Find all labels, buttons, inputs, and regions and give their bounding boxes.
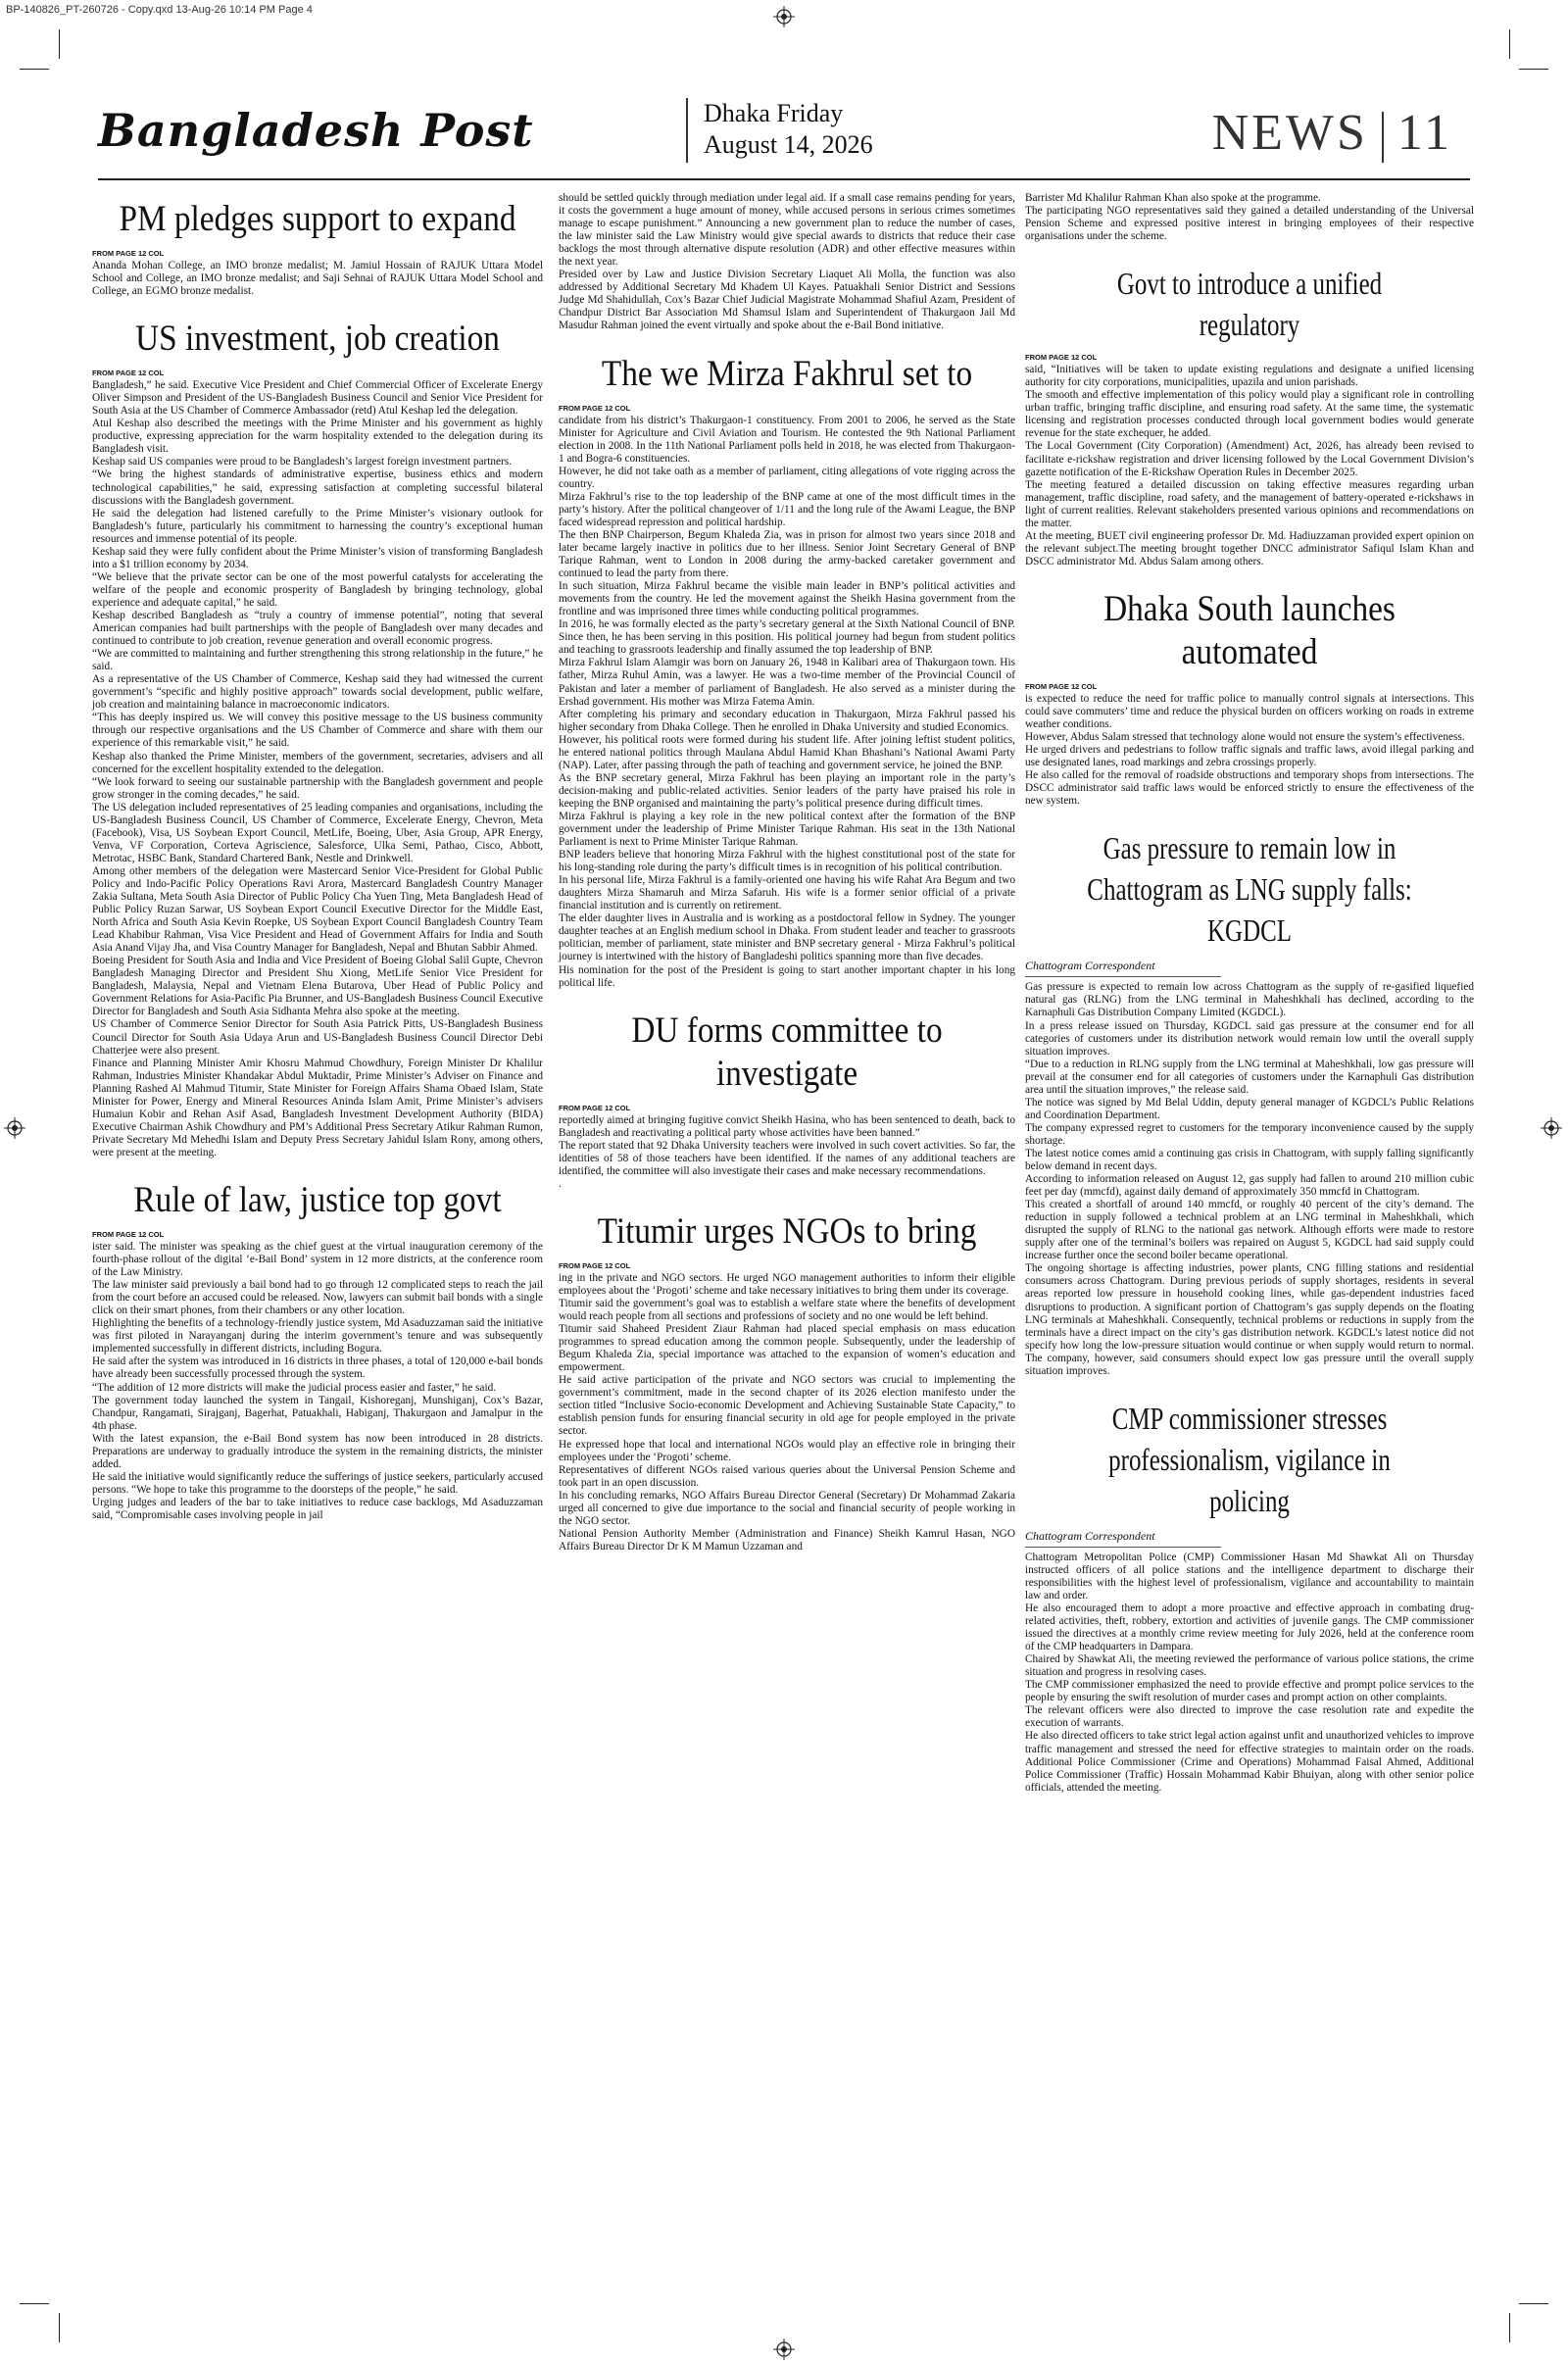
headline: US investment, job creation	[135, 319, 500, 360]
paragraph: He said active participation of the private and NGO sectors was crucial to implementing the government’s commitment, made in the second chapter of its 2026 election manifesto under the section titled “Inclusive Socio-economic Development and Achieving Sustainable State Capacity,” to establish pension funds for ensuring financial security in old age for people employed in the private sector.	[559, 1374, 1015, 1438]
crop-mark	[1509, 29, 1510, 59]
article-continuation	[559, 192, 1015, 333]
article-body	[1025, 1552, 1474, 1795]
paragraph: Highlighting the benefits of a technology-friendly justice system, Md Asaduzzaman said the initiative was first piloted in Narayanganj during the interim government’s tenure and was subsequently implemented successfully in different districts, including Bogura.	[92, 1317, 543, 1355]
crop-mark	[20, 2303, 49, 2304]
paragraph: Barrister Md Khalilur Rahman Khan also spoke at the programme.	[1025, 192, 1321, 204]
paragraph: He also called for the removal of roadside obstructions and temporary shops from intersections. The DSCC administrator said traffic laws would be enforced strictly to ensure the effectiveness of the new system.	[1025, 769, 1474, 808]
crop-mark	[1519, 2303, 1548, 2304]
paragraph: He urged drivers and pedestrians to follow traffic signals and traffic laws, avoid illegal parking and use designated lanes, road markings and zebra crossings properly.	[1025, 744, 1474, 769]
paragraph: He expressed hope that local and international NGOs would play an effective role in bringing their employees under the ‘Progoti’ scheme.	[559, 1438, 1015, 1463]
crosshair-registration-icon	[773, 6, 795, 27]
masthead-rule	[98, 178, 1470, 180]
jump-label: FROM PAGE 12 COL	[92, 1230, 165, 1239]
paragraph: The smooth and effective implementation of this policy would play a significant role in controlling urban traffic, bringing traffic discipline, and ensuring road safety. At the same time, the systematic licensing and registration processes conducted through local government bodies would generate revenue for the state exchequer, he added.	[1025, 389, 1474, 440]
column-1	[92, 192, 543, 1522]
crop-mark	[1509, 2313, 1510, 2342]
paragraph: He also directed officers to take strict legal action against unfit and unauthorized vehicles to improve traffic management and stressed the need for effective strategies to maintain order on the roads. Additional Police Commissioner (Crime and Operations) Mohammad Faisal Ahmed, Additional Police Commissioner (Traffic) Hossain Mohammad Kabir Bhuiyan, along with other senior police officials, attended the meeting.	[1025, 1730, 1474, 1794]
paragraph: The law minister said previously a bail bond had to go through 12 complicated steps to reach the jail from the court before an accused could be released. Now, lawyers can submit bail bonds with a single click on their smart phones, from their chambers or any other location.	[92, 1279, 543, 1317]
article	[1025, 1398, 1474, 1795]
paragraph: candidate from his district’s Thakurgaon-1 constituency. From 2001 to 2006, he served as the State Minister for Agriculture and Civil Aviation and Tourism. He contested the 9th National Parliament election in 2008. In the 11th National Parliament polls held in 2018, he was elected from Thakurgaon-1 and Bogra-6 constituencies.	[559, 414, 1015, 465]
paragraph: He said after the system was introduced in 16 districts in three phases, a total of 120,000 e-bail bonds have already been successfully processed through the system.	[92, 1355, 543, 1381]
article-body	[92, 379, 543, 1159]
paragraph: Presided over by Law and Justice Division Secretary Liaquet Ali Molla, the function was also addressed by Additional Secretary Md Khadem Ul Kayes. Patuakhali Senior District and Sessions Judge Md Shahidullah, Cox’s Bazar Chief Judicial Magistrate Mohammad Shafiul Azam, President of Chandpur District Bar Association Md Shamsul Islam and Superintendent of Thakurgaon Jail Md Masudur Rahman joined the event virtually and spoke about the e-Bail Bond initiative.	[559, 269, 1015, 332]
paragraph: The report stated that 92 Dhaka University teachers were involved in such covert activities. So far, the identities of 58 of those teachers have been identified. If the names of any additional teachers are identified, the committee will also investigate their cases and make necessary recommendations.	[559, 1139, 1015, 1177]
headline: Dhaka South launches automated	[1103, 588, 1396, 672]
paragraph: BNP leaders believe that honoring Mirza Fakhrul with the highest constitutional post of the state for his long-standing role during the party’s difficult times is in recognition of his political contribution.	[559, 849, 1015, 874]
paragraph: “We look forward to seeing our sustainable partnership with the Bangladesh government and people grow stronger in the coming decades,” he said.	[92, 775, 543, 801]
byline: Chattogram Correspondent	[1025, 1529, 1221, 1548]
paragraph: reportedly aimed at bringing fugitive convict Sheikh Hasina, who has been sentenced to death, back to Bangladesh and reactivating a political party whose activities have been banned.”	[559, 1113, 1015, 1139]
paragraph: This created a shortfall of around 140 mmcfd, or roughly 40 percent of the city’s demand. The reduction in supply followed a technical problem at an LNG terminal in Maheshkhali, which disrupted the supply of RLNG to the national gas network. Although efforts were made to restore supply after one of the terminal’s boilers was repaired on August 5, KGDCL had said supply could increase further once the second boiler became operational.	[1025, 1199, 1474, 1262]
paragraph: Mirza Fakhrul’s rise to the top leadership of the BNP came at one of the most difficult times in the party’s history. After the political changeover of 1/11 and the long rule of the Awami League, the BNP faced widespread repression and political hardship.	[559, 490, 1015, 528]
crop-mark	[20, 69, 49, 70]
paragraph: The relevant officers were also directed to improve the case resolution rate and expedite the execution of warrants.	[1025, 1704, 1474, 1730]
paragraph: The US delegation included representatives of 25 leading companies and organisations, including the US-Bangladesh Business Council, US Chamber of Commerce, Excelerate Energy, Chevron, Meta (Facebook), Visa, US Soybean Export Council, MetLife, Boeing, Uber, Asia Group, APR Energy, Venva, VF Corporation, Corteva Agriscience, Salesforce, Ulka Semi, Pathao, Cisco, Abbott, Metrotac, HSBC Bank, Standard Chartered Bank, Nestle and Drinkwell.	[92, 801, 543, 864]
article-continuation	[1025, 192, 1474, 243]
jump-label: FROM PAGE 12 COL	[559, 403, 631, 413]
article	[1025, 827, 1474, 1377]
article-body	[559, 192, 1015, 333]
headline: Gas pressure to remain low in Chattogram as LNG supply falls: KGDCL	[1087, 830, 1412, 949]
paragraph: should be settled quickly through mediation under legal aid. If a small case remains pending for years, it costs the government a huge amount of money, while accused persons in serious crimes sometimes manage to escape punishment.” Announcing a new government plan to reduce the number of cases, the law minister said the Law Ministry would give special awards to districts that reduce their case backlogs the most through alternative dispute resolution (ADR) and other effective measures within the next year.	[559, 192, 1015, 269]
article-body	[559, 1114, 1015, 1191]
crosshair-registration-icon	[4, 1117, 25, 1139]
jump-label: FROM PAGE 12 COL	[559, 1260, 631, 1270]
paragraph: In such situation, Mirza Fakhrul became the visible main leader in BNP’s political activities and movements from the country. He led the movement against the Sheikh Hasina government from the frontline and was imprisoned three times while conducting political programmes.	[559, 580, 1015, 618]
paragraph: However, he did not take oath as a member of parliament, citing allegations of vote rigging across the country.	[559, 465, 1015, 490]
jump-label: FROM PAGE 12 COL	[92, 369, 165, 378]
paragraph: The CMP commissioner emphasized the need to provide effective and prompt police services to the people by ensuring the swift resolution of murder cases and prompt action on other complaints.	[1025, 1679, 1474, 1704]
paragraph: Atul Keshap also described the meetings with the Prime Minister and his government as highly productive, expressing appreciation for the warm hospitality extended to the delegation during its Bangladesh visit.	[92, 418, 543, 456]
paragraph: The elder daughter lives in Australia and is working as a postdoctoral fellow in Sydney. The younger daughter teaches at an English medium school in Dhaka. From student leader and teacher to grassroots politician, member of parliament, state minister and BNP secretary general - Mirza Fakhrul’s political journey is intertwined with the history of Bangladeshi politics spanning more than five decades.	[559, 912, 1015, 963]
jump-label: FROM PAGE 12 COL	[92, 249, 165, 258]
section-divider	[1382, 112, 1384, 163]
paragraph: is expected to reduce the need for traffic police to manually control signals at intersections. This could save commuters’ time and reduce the physical burden on officers working on roads in extreme weather conditions.	[1025, 692, 1474, 731]
print-slug: BP-140826_PT-260726 - Copy.qxd 13-Aug-26 10:14 PM Page 4	[6, 4, 313, 16]
paragraph: Boeing President for South Asia and India and Vice President of Boeing Global Salil Gupte, Chevron Bangladesh Managing Director and President Shu Xiong, MetLife Senior Vice President for Bangladesh, Malaysia, Nepal and Vietnam Elena Butarova, Uber Head of Public Policy and Government Relations for Asia-Pacific Pia Brunner, and US-Bangladesh Business Council Executive Director for Bangladesh and South Asia Sidhanta Mehra also spoke at the meeting.	[92, 955, 543, 1018]
paragraph: “Due to a reduction in RLNG supply from the LNG terminal at Maheshkhali, low gas pressure will prevail at the consumer end for all categories of customers under the Karnaphuli Gas distribution area until the situation improves,” the release said.	[1025, 1058, 1474, 1096]
paragraph: At the meeting, BUET civil engineering professor Dr. Md. Hadiuzzaman provided expert opinion on the relevant subject.The meeting brought together DNCC administrator Safiqul Islam Khan and DSCC administrator Md. Abdus Salam among others.	[1025, 529, 1474, 567]
paragraph: The government today launched the system in Tangail, Kishoreganj, Munshiganj, Cox’s Bazar, Chandpur, Rangamati, Sirajganj, Bagerhat, Patuakhali, Habiganj, Thakurgaon and Jamalpur in the 4th phase.	[92, 1394, 543, 1432]
jump-label: FROM PAGE 12 COL	[559, 1103, 631, 1112]
headline: CMP commissioner stresses professionalism, vigilance in policing	[1108, 1400, 1391, 1518]
crosshair-registration-icon	[773, 2339, 795, 2360]
paragraph: Keshap said US companies were proud to be Bangladesh’s largest foreign investment partners.	[92, 456, 513, 468]
paragraph: In his personal life, Mirza Fakhrul is a family-oriented one having his wife Rahat Ara Begum and two daughters Mirza Shamaruh and Mirza Safaruh. His wife is a former senior official of a private financial institution and is currently on retirement.	[559, 874, 1015, 912]
article	[559, 1210, 1015, 1553]
paragraph: He also encouraged them to adopt a more proactive and effective approach in combating drug-related activities, theft, robbery, extortion and activities of juvenile gangs. The CMP commissioner issued the directives at a monthly crime review meeting for July 2026, held at the conference room of the CMP headquarters in Dampara.	[1025, 1602, 1474, 1653]
crop-mark	[1519, 69, 1548, 70]
article	[92, 1179, 543, 1522]
article-body	[1025, 364, 1474, 568]
article	[559, 1010, 1015, 1191]
paragraph: Among other members of the delegation were Mastercard Senior Vice-President for Global Public Policy and Indo-Pacific Policy Operations Ravi Arora, Mastercard Bangladesh Country Manager Zakia Sultana, Meta South Asia Director of Public Policy Cha Yuen Ting, Meta Bangladesh Head of Public Policy Ruzan Sarwar, US Soybean Export Council Executive Director for the Middle East, North Africa and South Asia Kevin Roepke, US Soybean Export Council Bangladesh Country Team Lead Khabibur Rahman, Visa Vice President and Head of Government Affairs for India and South Asia Anand Vijay Jha, and Visa Country Manager for Bangladesh, Nepal and Bhutan Sabbir Ahmed.	[92, 864, 543, 955]
paragraph: Bangladesh,” he said. Executive Vice President and Chief Commercial Officer of Excelerate Energy Oliver Simpson and President of the US-Bangladesh Business Council and Senior Vice President for South Asia at the US Chamber of Commerce Ambassador (retd) Atul Keshap led the delegation.	[92, 379, 543, 418]
paragraph: The latest notice comes amid a continuing gas crisis in Chattogram, with supply falling significantly below demand in recent days.	[1025, 1147, 1474, 1173]
paragraph: said, “Initiatives will be taken to update existing regulations and designate a unified licensing authority for city corporations, municipalities, upazila and union parishads.	[1025, 364, 1474, 389]
byline: Chattogram Correspondent	[1025, 959, 1221, 977]
article	[559, 353, 1015, 990]
paragraph: “This has deeply inspired us. We will convey this positive message to the US business community through our respective organisations and the US Chamber of Commerce and share with them our experience of this remarkable visit,” he said.	[92, 712, 543, 750]
paragraph: National Pension Authority Member (Administration and Finance) Sheikh Kamrul Hasan, NGO Affairs Bureau Director Dr K M Mamun Uzzaman and	[559, 1527, 1015, 1552]
headline: PM pledges support to expand	[119, 199, 516, 239]
paragraph: In his concluding remarks, NGO Affairs Bureau Director General (Secretary) Dr Mohammad Zakaria urged all concerned to give due importance to the social and financial security of people working in the NGO sector.	[559, 1489, 1015, 1527]
jump-label: FROM PAGE 12 COL	[1025, 353, 1098, 363]
paragraph: The Local Government (City Corporation) (Amendment) Act, 2026, has already been revised to facilitate e-rickshaw registration and driver licensing followed by the Local Government Division’s gazette notification of the E-Rickshaw Operation Rules in December 2025.	[1025, 440, 1474, 478]
headline: The we Mirza Fakhrul set to	[601, 353, 973, 394]
section-name: NEWS	[1211, 105, 1368, 161]
dateline	[686, 98, 873, 163]
article-body	[1025, 693, 1474, 808]
section-label	[1212, 104, 1452, 163]
paragraph: The notice was signed by Md Belal Uddin, deputy general manager of KGDCL’s Public Relations and Coordination Department.	[1025, 1096, 1474, 1121]
paragraph: The participating NGO representatives said they gained a detailed understanding of the Universal Pension Scheme and expressed positive interest in bringing employees of their respective organisations under the scheme.	[1025, 205, 1474, 243]
paragraph: However, Abdus Salam stressed that technology alone would not ensure the system’s effectiveness.	[1025, 731, 1465, 744]
paragraph: “We believe that the private sector can be one of the most powerful catalysts for accelerating the welfare of the people and economic prosperity of Bangladesh by bringing technology, global experience and adequate capital,” he said.	[92, 570, 543, 609]
headline: Govt to introduce a unified regulatory	[1116, 266, 1383, 343]
paragraph: Mirza Fakhrul is playing a key role in the new political context after the formation of the BNP government under the leadership of Prime Minister Tarique Rahman. His seat in the 13th National Parliament is next to Prime Minister Tarique Rahman.	[559, 810, 1015, 849]
paragraph: “We are committed to maintaining and further strengthening this strong relationship in the future,” he said.	[92, 648, 543, 673]
article	[1025, 263, 1474, 568]
article	[92, 198, 543, 298]
paragraph: “The addition of 12 more districts will make the judicial process easier and faster,” he said.	[92, 1381, 497, 1394]
column-2	[559, 192, 1015, 1553]
paragraph: Chaired by Shawkat Ali, the meeting reviewed the performance of various police stations, the crime situation and progress in resolving cases.	[1025, 1653, 1474, 1679]
paragraph: Gas pressure is expected to remain low across Chattogram as the supply of re-gasified liquefied natural gas (RLNG) from the LNG terminal in Maheshkhali has declined, according to the Karnaphuli Gas Distribution Company Limited (KGDCL).	[1025, 981, 1474, 1019]
article-body	[1025, 981, 1474, 1377]
paragraph: Mirza Fakhrul Islam Alamgir was born on January 26, 1948 in Kalibari area of Thakurgaon town. His father, Mirza Ruhul Amin, was a lawyer. He was a two-time member of the Provincial Council of Pakistan and later a member of parliament of Bangladesh. He also served as a minister during the Ershad government. His mother was Mirza Fatema Amin.	[559, 657, 1015, 708]
paragraph: He said the initiative would significantly reduce the sufferings of justice seekers, particularly accused persons. “We hope to take this programme to the doorsteps of the people,” he said.	[92, 1470, 543, 1496]
paragraph: As the BNP secretary general, Mirza Fakhrul has been playing an important role in the party’s decision-making and public-related activities. Senior leaders of the party have praised his role in keeping the BNP organised and maintaining the party’s political presence during difficult times.	[559, 771, 1015, 810]
paragraph: Ananda Mohan College, an IMO bronze medalist; M. Jamiul Hossain of RAJUK Uttara Model School and College, an IMO bronze medalist; and Saji Sehnai of RAJUK Uttara Model School and College, an EGMO bronze medalist.	[92, 260, 543, 298]
paragraph: Finance and Planning Minister Amir Khosru Mahmud Chowdhury, Foreign Minister Dr Khalilur Rahman, Industries Minister Khandakar Abdul Muktadir, Prime Minister’s Adviser on Finance and Planning Rashed Al Mahmud Titumir, State Minister for Foreign Affairs Shama Obaed Islam, State Minister for Power, Energy and Mineral Resources Aninda Islam Amit, Prime Minister’s advisers Humaiun Kobir and Rehan Asif Asad, Bangladesh Investment Development Authority (BIDA) Executive Chairman Ashik Chowdhury and PM’s Additional Press Secretary Atikur Rahman Rumon, Private Secretary Md Mehedhi Islam and Deputy Press Secretary Jahidul Islam Rony, among others, were present at the meeting.	[92, 1057, 543, 1158]
paragraph: The ongoing shortage is affecting industries, power plants, CNG filling stations and residential consumers across Chattogram. During previous periods of supply shortages, residents in several areas reported low pressure in household cooking lines, while gas-dependent industries faced disruptions to production. A significant portion of Chattogram’s gas supply depends on the floating LNG terminals at Maheshkhali. Consequently, technical problems or reductions in supply from the terminals have a direct impact on the city’s gas distribution network. KGDCL’s latest notice did not specify how long the low-pressure situation would continue or when supply would return to normal. The company, however, said consumers should expect low gas pressure until the overall supply situation improves.	[1025, 1262, 1474, 1377]
paragraph: Keshap said they were fully confident about the Prime Minister’s vision of transforming Bangladesh into a $1 trillion economy by 2034.	[92, 545, 543, 570]
article-body	[92, 1241, 543, 1522]
headline: DU forms committee to investigate	[631, 1010, 943, 1094]
paragraph: ing in the private and NGO sectors. He urged NGO management authorities to inform their eligible employees about the ‘Progoti’ scheme and take necessary initiatives to bring them under its coverage.	[559, 1271, 1015, 1297]
date-full: August 14, 2026	[704, 130, 873, 159]
column-3	[1025, 192, 1474, 1795]
paragraph: The meeting featured a detailed discussion on taking effective measures regarding urban management, traffic discipline, road safety, and the management of battery-operated e-rickshaws in light of current realities. Relevant stakeholders presented various opinions and recommendations on the matter.	[1025, 478, 1474, 529]
paragraph: His nomination for the post of the President is going to start another important chapter in his long political life.	[559, 963, 1015, 989]
paragraph: Keshap described Bangladesh as “truly a country of immense potential”, noting that several American companies had built partnerships with the people of Bangladesh over many decades and continued to contribute to job creation, revenue generation and overall economic progress.	[92, 609, 543, 648]
crop-mark	[59, 2313, 60, 2342]
article	[92, 318, 543, 1159]
headline: Titumir urges NGOs to bring	[597, 1210, 977, 1252]
article-body	[92, 260, 543, 298]
article-body	[1025, 192, 1474, 243]
paragraph: Urging judges and leaders of the bar to take initiatives to reduce case backlogs, Md Asaduzzaman said, “Compromisable cases involving people in jail	[92, 1496, 543, 1521]
article	[1025, 588, 1474, 808]
paragraph: Chattogram Metropolitan Police (CMP) Commissioner Hasan Md Shawkat Ali on Thursday instructed officers of all police stations and the intelligence department to discharge their responsibilities with the highest level of professionalism, vigilance and accountability to maintain law and order.	[1025, 1551, 1474, 1601]
page-number: 11	[1396, 105, 1452, 161]
paragraph: The company expressed regret to customers for the temporary inconvenience caused by the supply shortage.	[1025, 1121, 1474, 1147]
paragraph: In a press release issued on Thursday, KGDCL said gas pressure at the consumer end for all categories of customers under its distribution network would remain low until the overall supply situation improves.	[1025, 1019, 1474, 1058]
paragraph: With the latest expansion, the e-Bail Bond system has now been introduced in 28 districts. Preparations are underway to gradually introduce the system in the remaining districts, the minister added.	[92, 1432, 543, 1470]
paragraph: “We bring the highest standards of administrative expertise, business ethics and modern technological capabilities,” he said, expressing satisfaction at completing successful bilateral discussions with the Bangladesh government.	[92, 468, 543, 507]
article-body	[559, 1272, 1015, 1553]
paragraph: After completing his primary and secondary education in Thakurgaon, Mirza Fakhrul passed his higher secondary from Dhaka College. Then he enrolled in Dhaka University and studied Economics.	[559, 708, 1015, 733]
crop-mark	[59, 29, 60, 59]
date-day: Dhaka Friday	[704, 99, 844, 127]
paragraph: ister said. The minister was speaking as the chief guest at the virtual inauguration ceremony of the fourth-phase rollout of the digital ‘e-Bail Bond’ system in 12 more districts, at the conference room of the Law Ministry.	[92, 1241, 543, 1279]
jump-label: FROM PAGE 12 COL	[1025, 681, 1098, 691]
paragraph: .	[559, 1177, 562, 1190]
paragraph: In 2016, he was formally elected as the party’s secretary general at the Sixth National Council of BNP. Since then, he has been serving in this position. His political journey had begun from student politics and teaching to grassroots leadership and finally assumed the top leadership of BNP.	[559, 618, 1015, 657]
paragraph: Titumir said the government’s goal was to establish a welfare state where the benefits of development would reach people from all sections and professions of society and no one would be left behind.	[559, 1298, 1015, 1323]
paragraph: Representatives of different NGOs raised various queries about the Universal Pension Scheme and took part in an open discussion.	[559, 1463, 1015, 1489]
paragraph: The then BNP Chairperson, Begum Khaleda Zia, was in prison for almost two years since 2018 and later became largely inactive in politics due to her illness. Senior Joint Secretary General of BNP Tarique Rahman, went to London in 2008 during the army-backed caretaker government and continued to lead the party from there.	[559, 528, 1015, 580]
newspaper-logo: Bangladesh Post	[98, 104, 534, 157]
paragraph: According to information released on August 12, gas supply had fallen to around 210 million cubic feet per day (mmcfd), against daily demand of approximately 350 mmcfd in Chattogram.	[1025, 1173, 1474, 1199]
masthead	[98, 98, 1470, 174]
paragraph: Keshap also thanked the Prime Minister, members of the government, secretaries, advisers and all concerned for the excellent hospitality extended to the delegation.	[92, 750, 543, 775]
paragraph: However, his political roots were formed during his student life. After joining leftist student politics, he entered national politics through Maulana Abdul Hamid Khan Bhashani’s National Awami Party (NAP). Later, after passing through the path of teaching and government service, he joined the BNP.	[559, 733, 1015, 771]
paragraph: US Chamber of Commerce Senior Director for South Asia Patrick Pitts, US-Bangladesh Business Council Director for South Asia Udaya Arun and US-Bangladesh Business Council Director Debi Chatterjee were also present.	[92, 1018, 543, 1057]
paragraph: As a representative of the US Chamber of Commerce, Keshap said they had witnessed the current government’s “specific and highly positive approach” towards social development, public welfare, job creation and maintaining balance in macroeconomic indicators.	[92, 673, 543, 712]
crosshair-registration-icon	[1541, 1117, 1562, 1139]
paragraph: Titumir said Shaheed President Ziaur Rahman had placed special emphasis on mass education programmes to spread education among the common people. Subsequently, under the leadership of Begum Khaleda Zia, special importance was attached to the expansion of women’s education and empowerment.	[559, 1323, 1015, 1374]
headline: Rule of law, justice top govt	[133, 1180, 502, 1220]
paragraph: He said the delegation had listened carefully to the Prime Minister’s visionary outlook for Bangladesh’s future, particularly his commitment to harnessing the country’s exceptional human resources and immense potential of its people.	[92, 507, 543, 545]
article-body	[559, 415, 1015, 990]
